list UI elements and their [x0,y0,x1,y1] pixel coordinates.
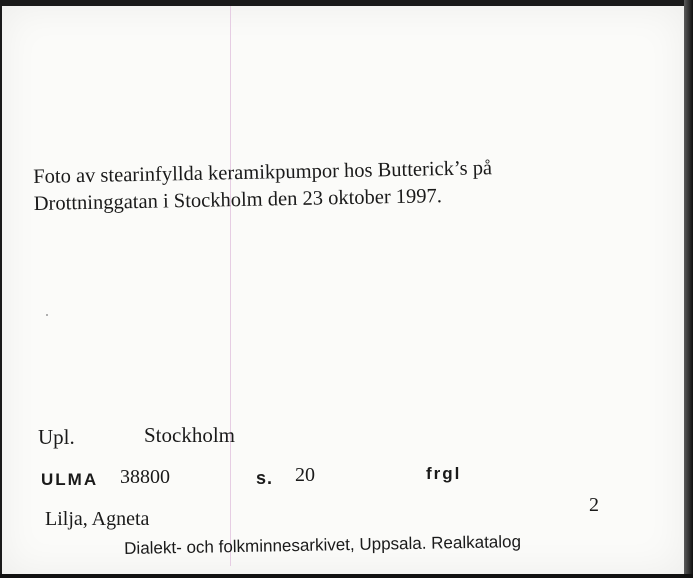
card-edge-shadow [684,0,693,578]
province-field: Upl. [38,425,75,449]
frgl-label: frgl [426,464,462,483]
copies-count: 2 [589,494,599,516]
author-field: Lilja, Agneta [45,508,150,530]
place-field: Stockholm [144,423,236,447]
page-label: s. [256,468,274,488]
card-footer: Dialekt- och folkminnesarkivet, Uppsala. Realkatalog [124,532,522,558]
archive-number: 38800 [120,466,170,488]
card-ruling-line [230,6,231,566]
page-number: 20 [295,464,315,486]
description-line-2: Drottninggatan i Stockholm den 23 oktober 1997. [33,185,443,215]
archive-label: ULMA [41,470,99,489]
description-line-1: Foto av stearinfyllda keramikpumpor hos Butterick’s på [33,157,493,188]
catalog-card [2,6,684,574]
card-edge-bottom [0,574,693,578]
speck [46,314,48,316]
